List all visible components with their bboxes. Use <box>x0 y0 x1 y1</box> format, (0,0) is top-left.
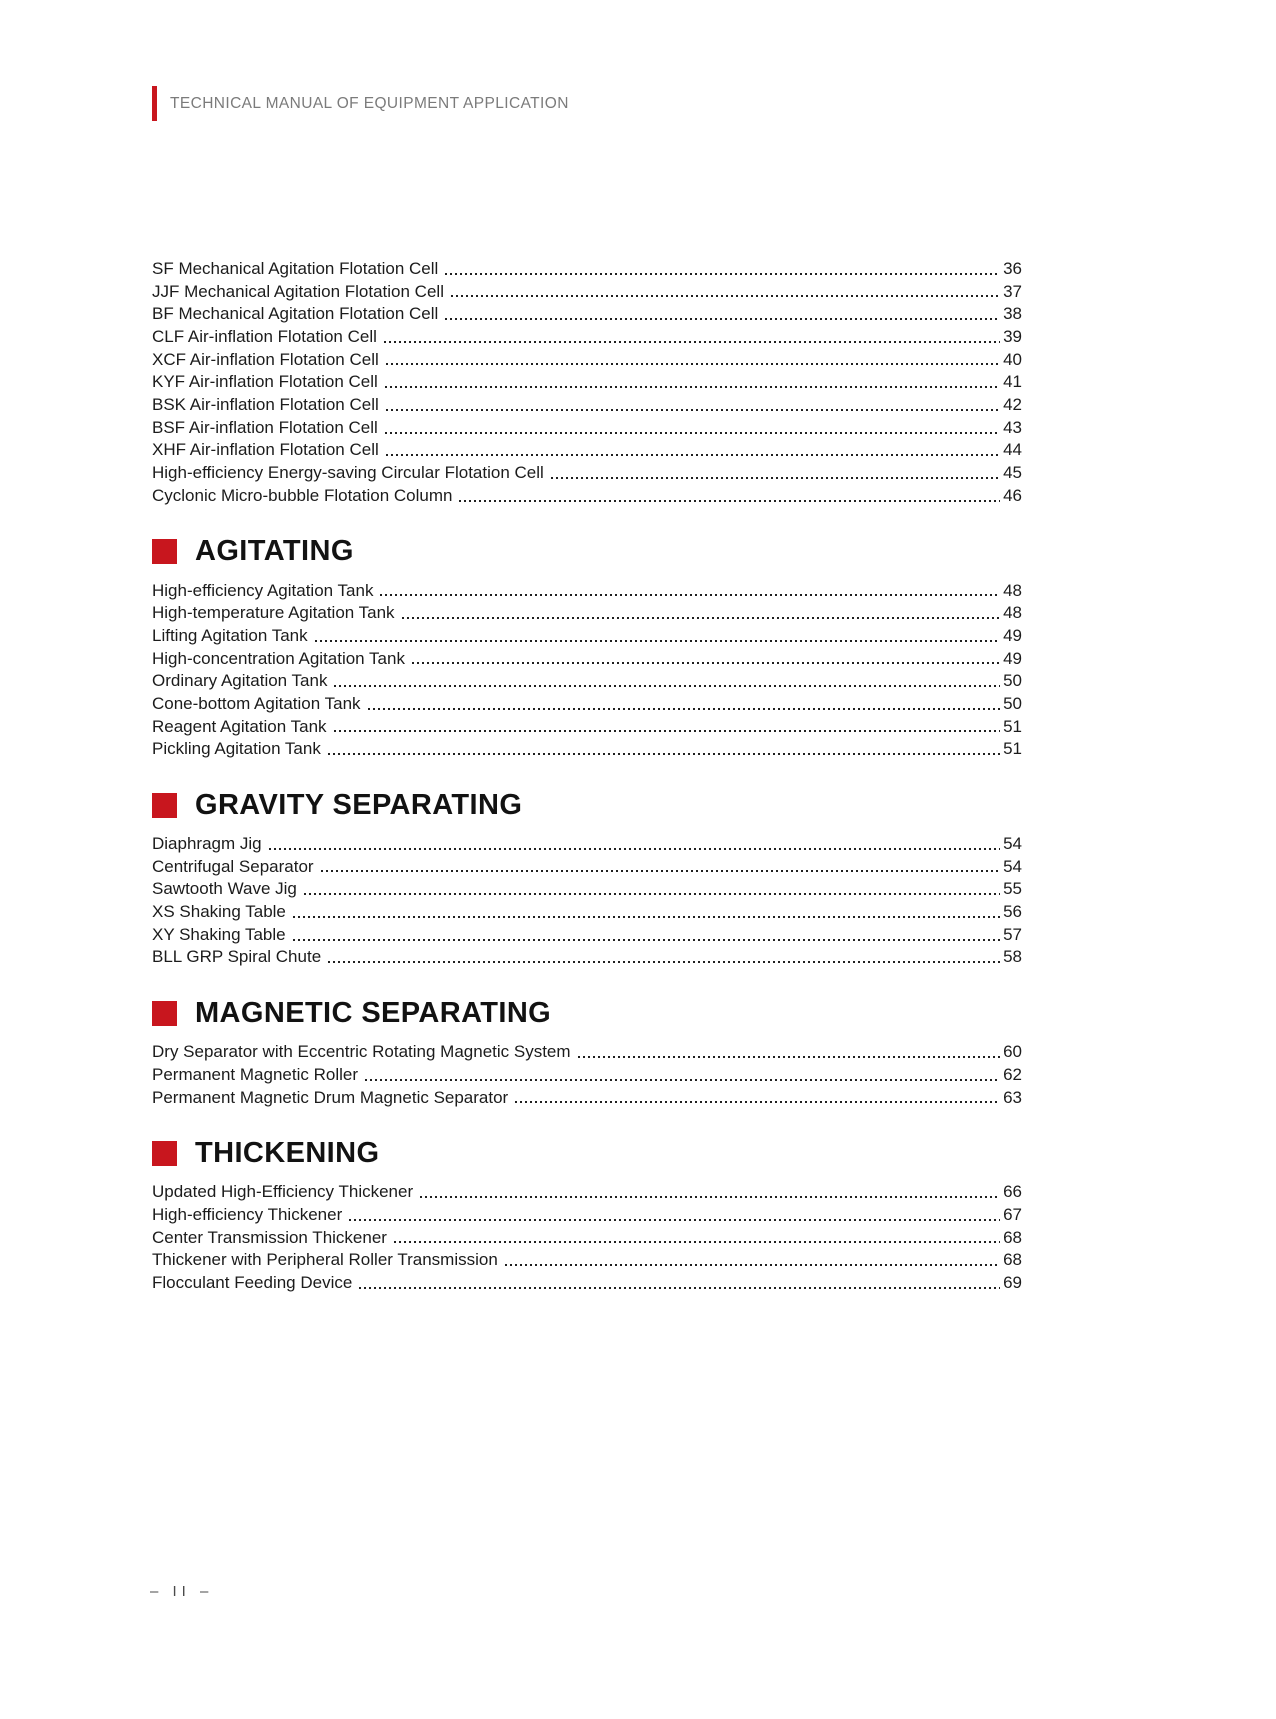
section-title: MAGNETIC SEPARATING <box>195 996 552 1029</box>
toc-entry-page-number: 57 <box>1003 924 1022 944</box>
section-marker-square <box>152 539 177 564</box>
dotted-leader <box>459 500 1000 502</box>
dotted-leader <box>412 662 1000 664</box>
dotted-leader <box>386 363 1000 365</box>
toc-entry-label: Pickling Agitation Tank <box>152 739 321 759</box>
toc-entry-label: Cyclonic Micro-bubble Flotation Column <box>152 485 453 505</box>
toc-entry-label: Center Transmission Thickener <box>152 1227 387 1247</box>
page-header <box>152 86 569 121</box>
toc-entry <box>152 856 1022 879</box>
toc-entry-page-number: 66 <box>1003 1182 1022 1202</box>
toc-section-magnetic-separating <box>152 995 1022 1109</box>
toc-entry <box>152 833 1022 856</box>
toc-entry-page-number: 39 <box>1003 327 1022 347</box>
toc-entry-page-number: 45 <box>1003 463 1022 483</box>
toc-entry-label: Reagent Agitation Tank <box>152 716 327 736</box>
toc-entry-page-number: 40 <box>1003 349 1022 369</box>
dotted-leader <box>578 1056 1001 1058</box>
dotted-leader <box>293 939 1000 941</box>
toc-entry-label: Permanent Magnetic Drum Magnetic Separator <box>152 1087 509 1107</box>
toc-entry-label: Updated High-Efficiency Thickener <box>152 1182 414 1202</box>
toc-entry <box>152 462 1022 485</box>
toc-entry <box>152 901 1022 924</box>
dotted-leader <box>451 295 1000 297</box>
toc-entry-label: High-efficiency Energy-saving Circular Flotation Cell <box>152 463 544 483</box>
toc-entry <box>152 1204 1022 1227</box>
toc-list <box>152 580 1022 762</box>
toc-entry-label: XHF Air-inflation Flotation Cell <box>152 440 379 460</box>
dotted-leader <box>515 1101 1000 1103</box>
dotted-leader <box>328 753 1000 755</box>
toc-entry-label: SF Mechanical Agitation Flotation Cell <box>152 258 439 278</box>
toc-entry <box>152 716 1022 739</box>
toc-list <box>152 833 1022 969</box>
toc-entry-label: KYF Air-inflation Flotation Cell <box>152 372 378 392</box>
toc-entry-page-number: 36 <box>1003 258 1022 278</box>
table-of-contents <box>152 258 1022 1295</box>
toc-entry-page-number: 49 <box>1003 648 1022 668</box>
toc-entry-page-number: 50 <box>1003 693 1022 713</box>
toc-entry <box>152 648 1022 671</box>
toc-entry-label: Dry Separator with Eccentric Rotating Magnetic System <box>152 1042 571 1062</box>
toc-entry-label: XY Shaking Table <box>152 924 286 944</box>
dotted-leader <box>386 409 1000 411</box>
toc-entry-page-number: 68 <box>1003 1250 1022 1270</box>
toc-entry-label: Flocculant Feeding Device <box>152 1272 353 1292</box>
dotted-leader <box>380 594 1000 596</box>
section-title: AGITATING <box>195 535 354 568</box>
toc-entry <box>152 602 1022 625</box>
dotted-leader <box>328 961 1000 963</box>
dotted-leader <box>445 273 1000 275</box>
toc-entry <box>152 1249 1022 1272</box>
dotted-leader <box>505 1264 1000 1266</box>
toc-entry-label: Thickener with Peripheral Roller Transmission <box>152 1250 498 1270</box>
toc-entry-page-number: 42 <box>1003 395 1022 415</box>
toc-entry <box>152 440 1022 463</box>
toc-entry-label: High-concentration Agitation Tank <box>152 648 405 668</box>
toc-entry-label: BSF Air-inflation Flotation Cell <box>152 417 378 437</box>
toc-list <box>152 1181 1022 1294</box>
toc-entry <box>152 693 1022 716</box>
toc-entry-label: Lifting Agitation Tank <box>152 625 308 645</box>
dotted-leader <box>293 916 1000 918</box>
toc-entry-page-number: 38 <box>1003 304 1022 324</box>
toc-list <box>152 1041 1022 1109</box>
toc-entry <box>152 417 1022 440</box>
toc-entry <box>152 670 1022 693</box>
section-heading <box>152 787 1022 823</box>
toc-entry-page-number: 41 <box>1003 372 1022 392</box>
toc-entry-page-number: 54 <box>1003 856 1022 876</box>
page-number-footer: – II – <box>150 1583 214 1600</box>
toc-entry <box>152 738 1022 761</box>
toc-entry-label: Diaphragm Jig <box>152 834 262 854</box>
toc-entry-page-number: 49 <box>1003 625 1022 645</box>
toc-entry <box>152 947 1022 970</box>
section-title: THICKENING <box>195 1136 380 1169</box>
toc-entry <box>152 371 1022 394</box>
toc-entry-page-number: 55 <box>1003 879 1022 899</box>
toc-entry <box>152 924 1022 947</box>
dotted-leader <box>368 708 1001 710</box>
toc-entry-label: JJF Mechanical Agitation Flotation Cell <box>152 281 444 301</box>
dotted-leader <box>365 1079 1000 1081</box>
section-marker-square <box>152 1001 177 1026</box>
dotted-leader <box>551 477 1000 479</box>
toc-entry <box>152 1227 1022 1250</box>
toc-entry-page-number: 60 <box>1003 1042 1022 1062</box>
toc-entry-label: High-temperature Agitation Tank <box>152 603 395 623</box>
toc-entry <box>152 394 1022 417</box>
toc-entry-page-number: 62 <box>1003 1064 1022 1084</box>
toc-entry-page-number: 48 <box>1003 603 1022 623</box>
dotted-leader <box>420 1196 1000 1198</box>
toc-entry-label: High-efficiency Thickener <box>152 1204 343 1224</box>
toc-entry <box>152 1181 1022 1204</box>
toc-entry <box>152 1087 1022 1110</box>
dotted-leader <box>385 432 1000 434</box>
toc-entry-label: High-efficiency Agitation Tank <box>152 580 374 600</box>
toc-entry-label: Cone-bottom Agitation Tank <box>152 693 361 713</box>
dotted-leader <box>334 730 1001 732</box>
toc-entry-page-number: 56 <box>1003 902 1022 922</box>
toc-entry <box>152 625 1022 648</box>
dotted-leader <box>394 1241 1000 1243</box>
toc-entry-page-number: 48 <box>1003 580 1022 600</box>
toc-section-thickening <box>152 1135 1022 1294</box>
toc-entry-page-number: 46 <box>1003 485 1022 505</box>
section-heading <box>152 1135 1022 1171</box>
toc-entry-label: Sawtooth Wave Jig <box>152 879 297 899</box>
toc-entry-page-number: 68 <box>1003 1227 1022 1247</box>
section-heading <box>152 534 1022 570</box>
toc-section-agitating <box>152 534 1022 762</box>
toc-entry-page-number: 50 <box>1003 671 1022 691</box>
toc-section-gravity-separating <box>152 787 1022 969</box>
toc-entry <box>152 1041 1022 1064</box>
toc-entry <box>152 1272 1022 1295</box>
toc-entry <box>152 485 1022 508</box>
dotted-leader <box>349 1219 1000 1221</box>
section-marker-square <box>152 1141 177 1166</box>
dotted-leader <box>315 640 1000 642</box>
toc-entry <box>152 303 1022 326</box>
toc-entry <box>152 580 1022 603</box>
toc-entry-page-number: 54 <box>1003 834 1022 854</box>
toc-entry-label: BLL GRP Spiral Chute <box>152 947 322 967</box>
toc-entry-page-number: 37 <box>1003 281 1022 301</box>
dotted-leader <box>359 1287 1000 1289</box>
toc-entry <box>152 1064 1022 1087</box>
dotted-leader <box>334 685 1000 687</box>
toc-entry-page-number: 51 <box>1003 716 1022 736</box>
section-marker-square <box>152 793 177 818</box>
dotted-leader <box>385 386 1000 388</box>
dotted-leader <box>269 848 1000 850</box>
dotted-leader <box>321 870 1000 872</box>
toc-entry <box>152 878 1022 901</box>
toc-entry-page-number: 69 <box>1003 1272 1022 1292</box>
toc-entry <box>152 281 1022 304</box>
section-heading <box>152 995 1022 1031</box>
toc-entry-label: BF Mechanical Agitation Flotation Cell <box>152 304 439 324</box>
toc-entry-page-number: 44 <box>1003 440 1022 460</box>
toc-entry-page-number: 51 <box>1003 739 1022 759</box>
toc-entry-label: XCF Air-inflation Flotation Cell <box>152 349 379 369</box>
toc-entry-label: Permanent Magnetic Roller <box>152 1064 358 1084</box>
toc-entry-label: Centrifugal Separator <box>152 856 314 876</box>
toc-entry-page-number: 67 <box>1003 1204 1022 1224</box>
section-title: GRAVITY SEPARATING <box>195 788 523 821</box>
toc-entry-label: CLF Air-inflation Flotation Cell <box>152 327 377 347</box>
dotted-leader <box>402 617 1001 619</box>
toc-section-flotation-continued <box>152 258 1022 508</box>
toc-entry <box>152 258 1022 281</box>
toc-entry-label: Ordinary Agitation Tank <box>152 671 328 691</box>
toc-entry-page-number: 43 <box>1003 417 1022 437</box>
toc-entry-label: BSK Air-inflation Flotation Cell <box>152 395 379 415</box>
header-accent-bar <box>152 86 157 121</box>
dotted-leader <box>386 454 1000 456</box>
toc-entry-label: XS Shaking Table <box>152 902 286 922</box>
dotted-leader <box>445 318 1000 320</box>
toc-list <box>152 258 1022 508</box>
toc-entry-page-number: 58 <box>1003 947 1022 967</box>
toc-entry-page-number: 63 <box>1003 1087 1022 1107</box>
dotted-leader <box>384 341 1000 343</box>
dotted-leader <box>304 893 1000 895</box>
toc-entry <box>152 326 1022 349</box>
document-title: TECHNICAL MANUAL OF EQUIPMENT APPLICATION <box>170 94 569 112</box>
toc-entry <box>152 349 1022 372</box>
